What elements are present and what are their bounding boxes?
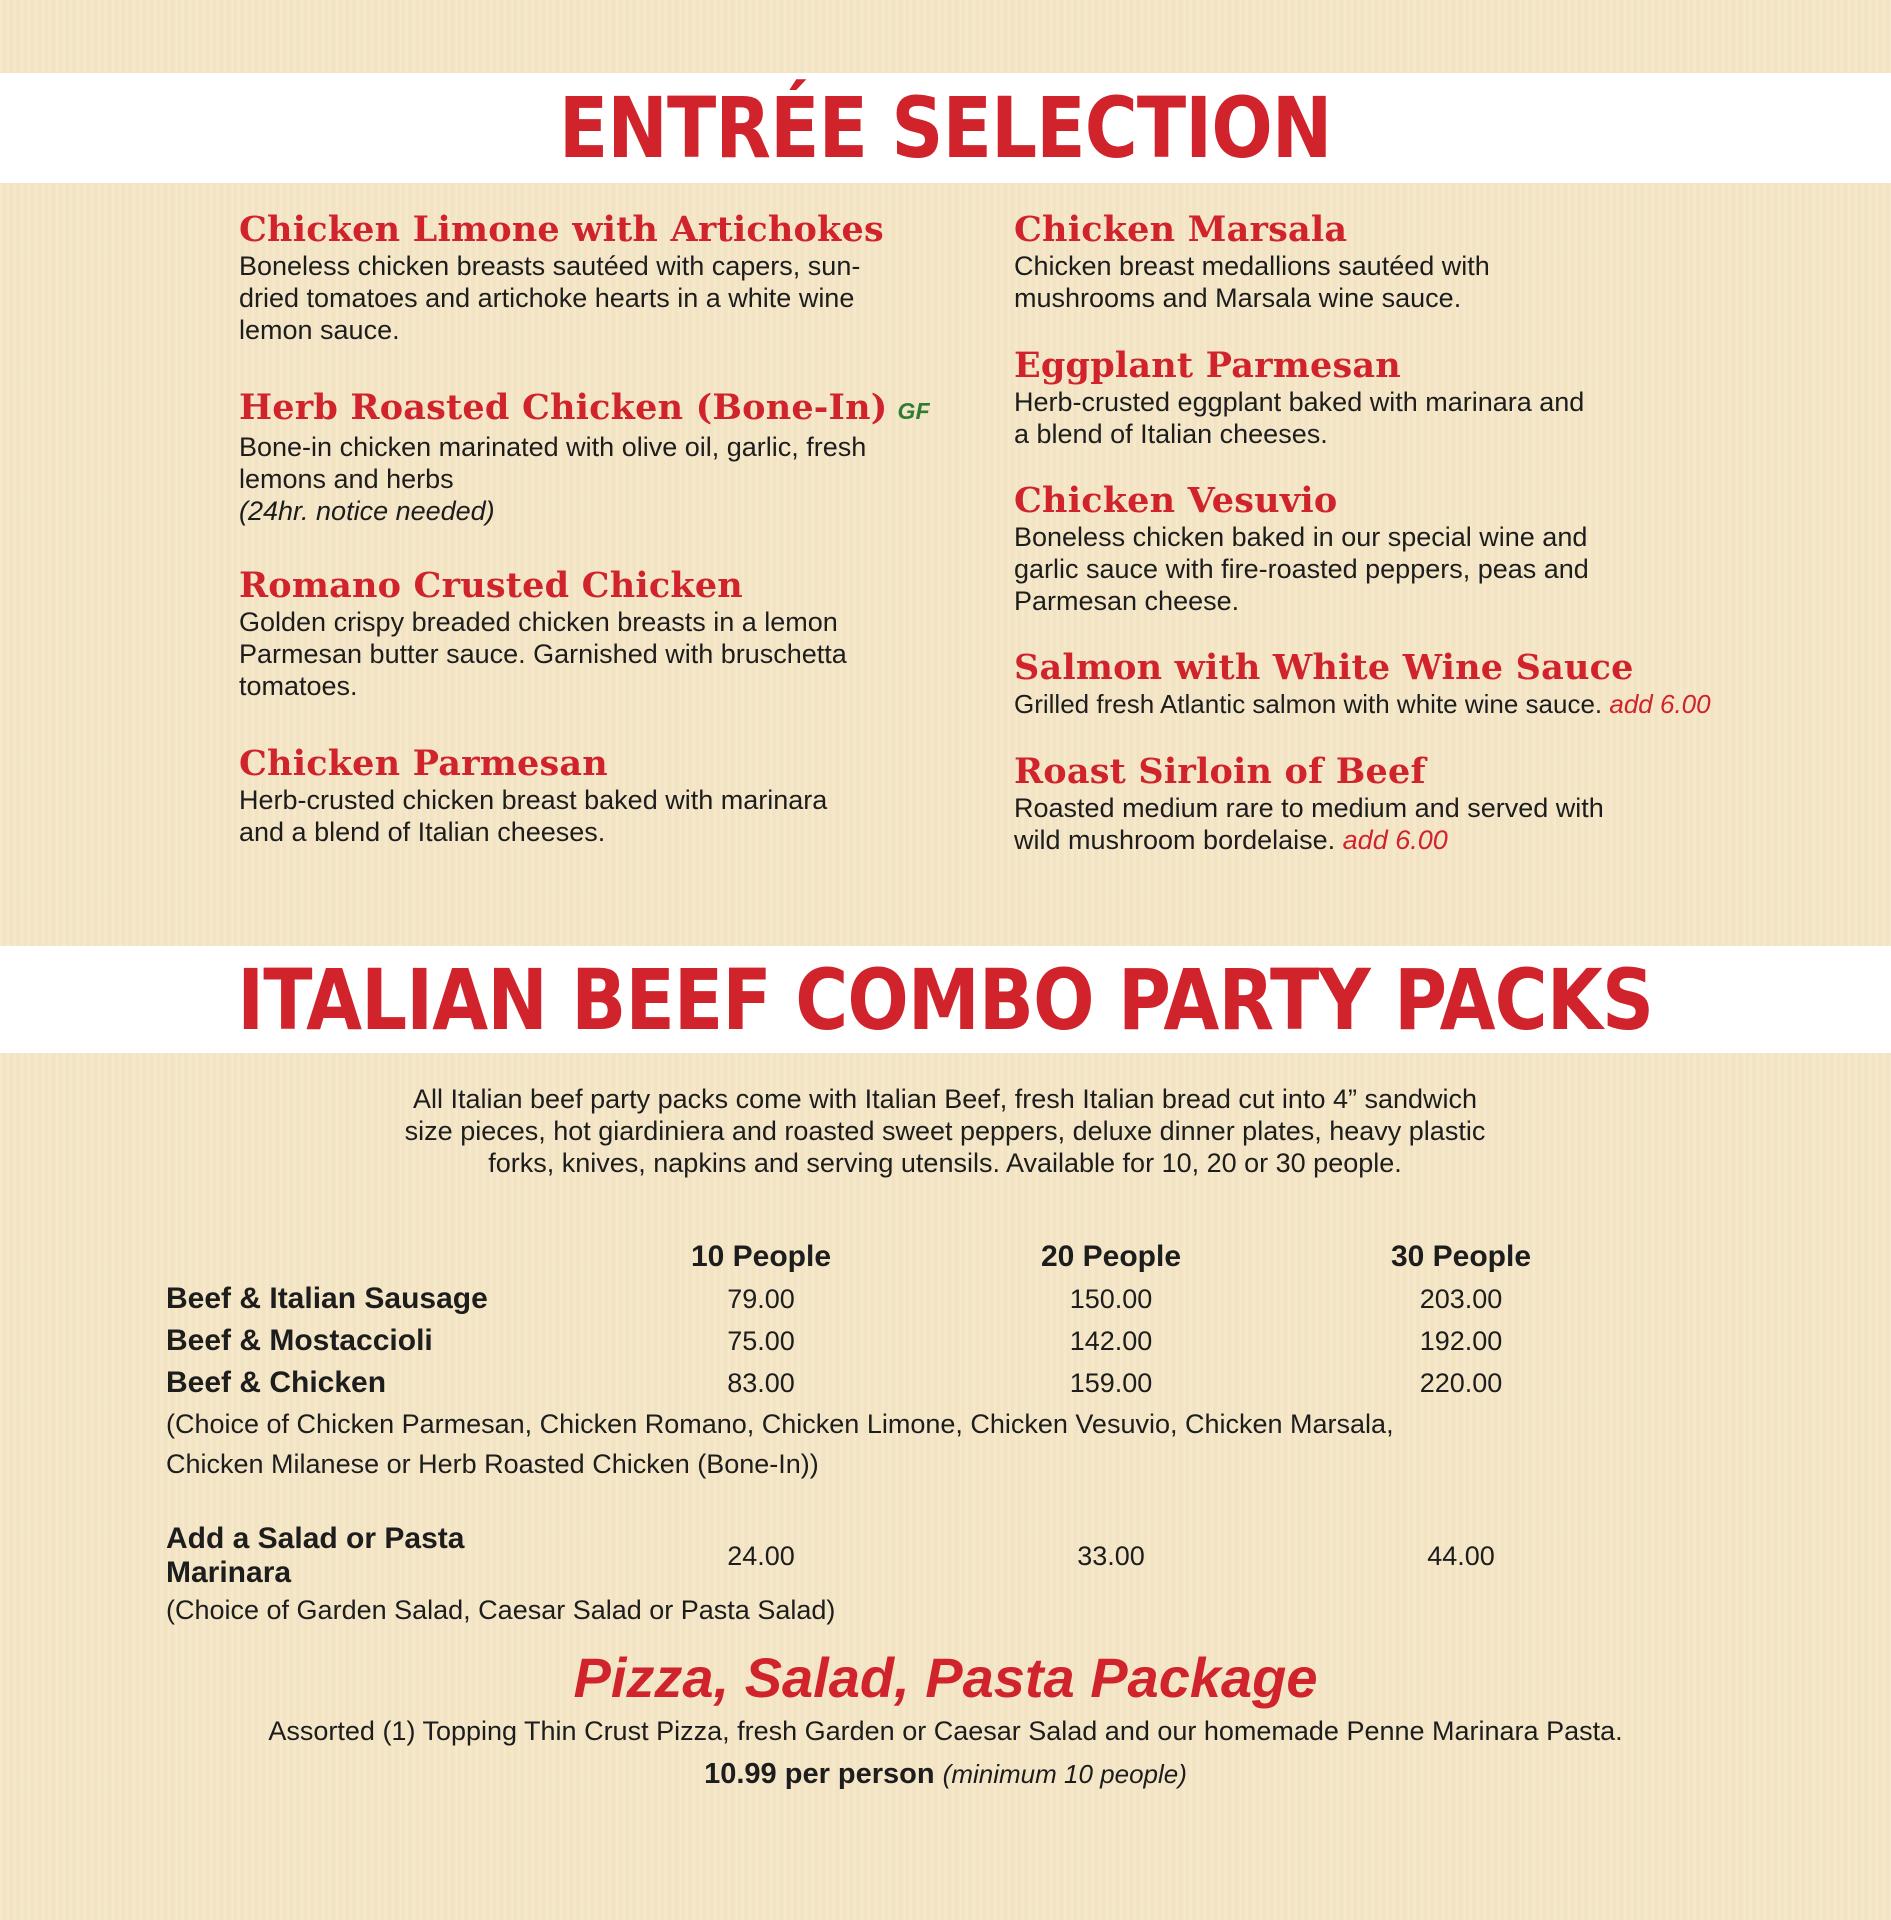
item-desc: Herb-crusted eggplant baked with marinara and a blend of Italian cheeses. [1014, 387, 1585, 449]
addon-choice-note: (Choice of Garden Salad, Caesar Salad or Pasta Salad) [166, 1594, 836, 1625]
upcharge: add 6.00 [1609, 689, 1711, 719]
item-desc: Chicken breast medallions sautéed with mushrooms and Marsala wine sauce. [1014, 251, 1490, 313]
column-header: 30 People [1390, 1240, 1532, 1273]
item-desc: Herb-crusted chicken breast baked with marinara and a blend of Italian cheeses. [239, 785, 828, 847]
pizza-package-title: Pizza, Salad, Pasta Package [573, 1646, 1318, 1709]
menu-item [1014, 210, 1814, 346]
row-label: Beef & Italian Sausage [166, 1282, 488, 1315]
price-cell: 150.00 [1069, 1283, 1153, 1314]
pizza-price: 10.99 per person [704, 1758, 935, 1790]
menu-item [239, 209, 884, 388]
item-name: Eggplant Parmesan [1014, 345, 1401, 386]
menu-item [1014, 752, 1814, 856]
item-name: Salmon with White Wine Sauce [1014, 647, 1634, 688]
item-desc: Bone-in chicken marinated with olive oil, garlic, fresh lemons and herbs [239, 432, 867, 494]
item-name: Romano Crusted Chicken [239, 565, 743, 606]
item-name: Chicken Marsala [1014, 209, 1348, 250]
header-spacer [166, 1236, 586, 1278]
menu-item [1014, 346, 1814, 481]
item-name: Chicken Limone with Artichokes [239, 209, 884, 250]
table-row [166, 1362, 1636, 1404]
row-label: Beef & Chicken [166, 1366, 387, 1399]
price-cell: 83.00 [727, 1367, 795, 1398]
entree-right-column [1014, 210, 1814, 856]
pizza-package-desc: Assorted (1) Topping Thin Crust Pizza, fresh Garden or Caesar Salad and our homemade Penne Marinara Pasta. [268, 1716, 1623, 1746]
price-cell: 142.00 [1069, 1325, 1153, 1356]
spacer-row [166, 1484, 1636, 1522]
item-desc: Boneless chicken baked in our special wine and garlic sauce with fire-roasted peppers, peas and Parmesan cheese. [1014, 522, 1589, 616]
entree-title: ENTRÉE SELECTION [559, 79, 1332, 177]
party-banner [0, 946, 1891, 1053]
item-desc-row [1014, 792, 1634, 856]
menu-item [1014, 648, 1814, 752]
price-cell: 44.00 [1427, 1540, 1495, 1571]
row-label: Beef & Mostaccioli [166, 1324, 433, 1357]
note-row [166, 1404, 1636, 1444]
menu-item [239, 387, 930, 566]
item-desc: Golden crispy breaded chicken breasts in a lemon Parmesan butter sauce. Garnished with bruschetta tomatoes. [239, 607, 847, 701]
price-cell: 192.00 [1419, 1325, 1503, 1356]
party-pack-table [166, 1236, 1636, 1630]
pizza-min-note: (minimum 10 people) [942, 1759, 1187, 1789]
chicken-choice-note: Chicken Milanese or Herb Roasted Chicken (Bone-In)) [166, 1448, 819, 1479]
row-label: Add a Salad or Pasta Marinara [166, 1522, 465, 1589]
item-desc: Boneless chicken breasts sautéed with capers, sun-dried tomatoes and artichoke hearts in a white wine lemon sauce. [239, 251, 861, 345]
menu-item [1014, 481, 1814, 648]
spacer-cell [166, 1484, 1636, 1522]
entree-banner [0, 73, 1891, 183]
item-desc: Grilled fresh Atlantic salmon with white wine sauce. [1014, 689, 1603, 719]
table-row [166, 1522, 1636, 1590]
price-cell: 203.00 [1419, 1283, 1503, 1314]
item-note: (24hr. notice needed) [239, 496, 495, 526]
price-cell: 24.00 [727, 1540, 795, 1571]
price-cell: 159.00 [1069, 1367, 1153, 1398]
table-row [166, 1320, 1636, 1362]
item-desc: Roasted medium rare to medium and served with wild mushroom bordelaise. [1014, 793, 1604, 855]
menu-item [239, 566, 879, 744]
item-desc-row [1014, 688, 1814, 720]
price-cell: 33.00 [1077, 1540, 1145, 1571]
table-header [166, 1236, 1636, 1278]
item-name: Herb Roasted Chicken (Bone-In) [239, 387, 888, 428]
item-name-row [239, 387, 930, 431]
item-name: Roast Sirloin of Beef [1014, 751, 1426, 792]
price-cell: 75.00 [727, 1325, 795, 1356]
table-row [166, 1278, 1636, 1320]
price-cell: 220.00 [1419, 1367, 1503, 1398]
party-intro: All Italian beef party packs come with Italian Beef, fresh Italian bread cut into 4” sandwich size pieces, hot giardiniera and roasted sweet peppers, deluxe dinner plates, heavy plastic forks, knives, napkins and serving utensils. Available for 10, 20 or 30 people. [404, 1084, 1486, 1178]
party-title: ITALIAN BEEF COMBO PARTY PACKS [237, 950, 1654, 1049]
note-row [166, 1444, 1636, 1484]
chicken-choice-note: (Choice of Chicken Parmesan, Chicken Romano, Chicken Limone, Chicken Vesuvio, Chicken Marsala, [166, 1408, 1394, 1439]
column-header: 10 People [690, 1240, 832, 1273]
item-name: Chicken Vesuvio [1014, 480, 1338, 521]
column-header: 20 People [1040, 1240, 1182, 1273]
menu-item [239, 744, 879, 848]
pizza-package-price-row [0, 1758, 1891, 1791]
entree-left-column [239, 209, 930, 848]
item-name: Chicken Parmesan [239, 743, 608, 784]
note-row [166, 1590, 1636, 1630]
upcharge: add 6.00 [1342, 825, 1448, 855]
price-cell: 79.00 [727, 1283, 795, 1314]
gluten-free-badge: GF [897, 398, 930, 424]
